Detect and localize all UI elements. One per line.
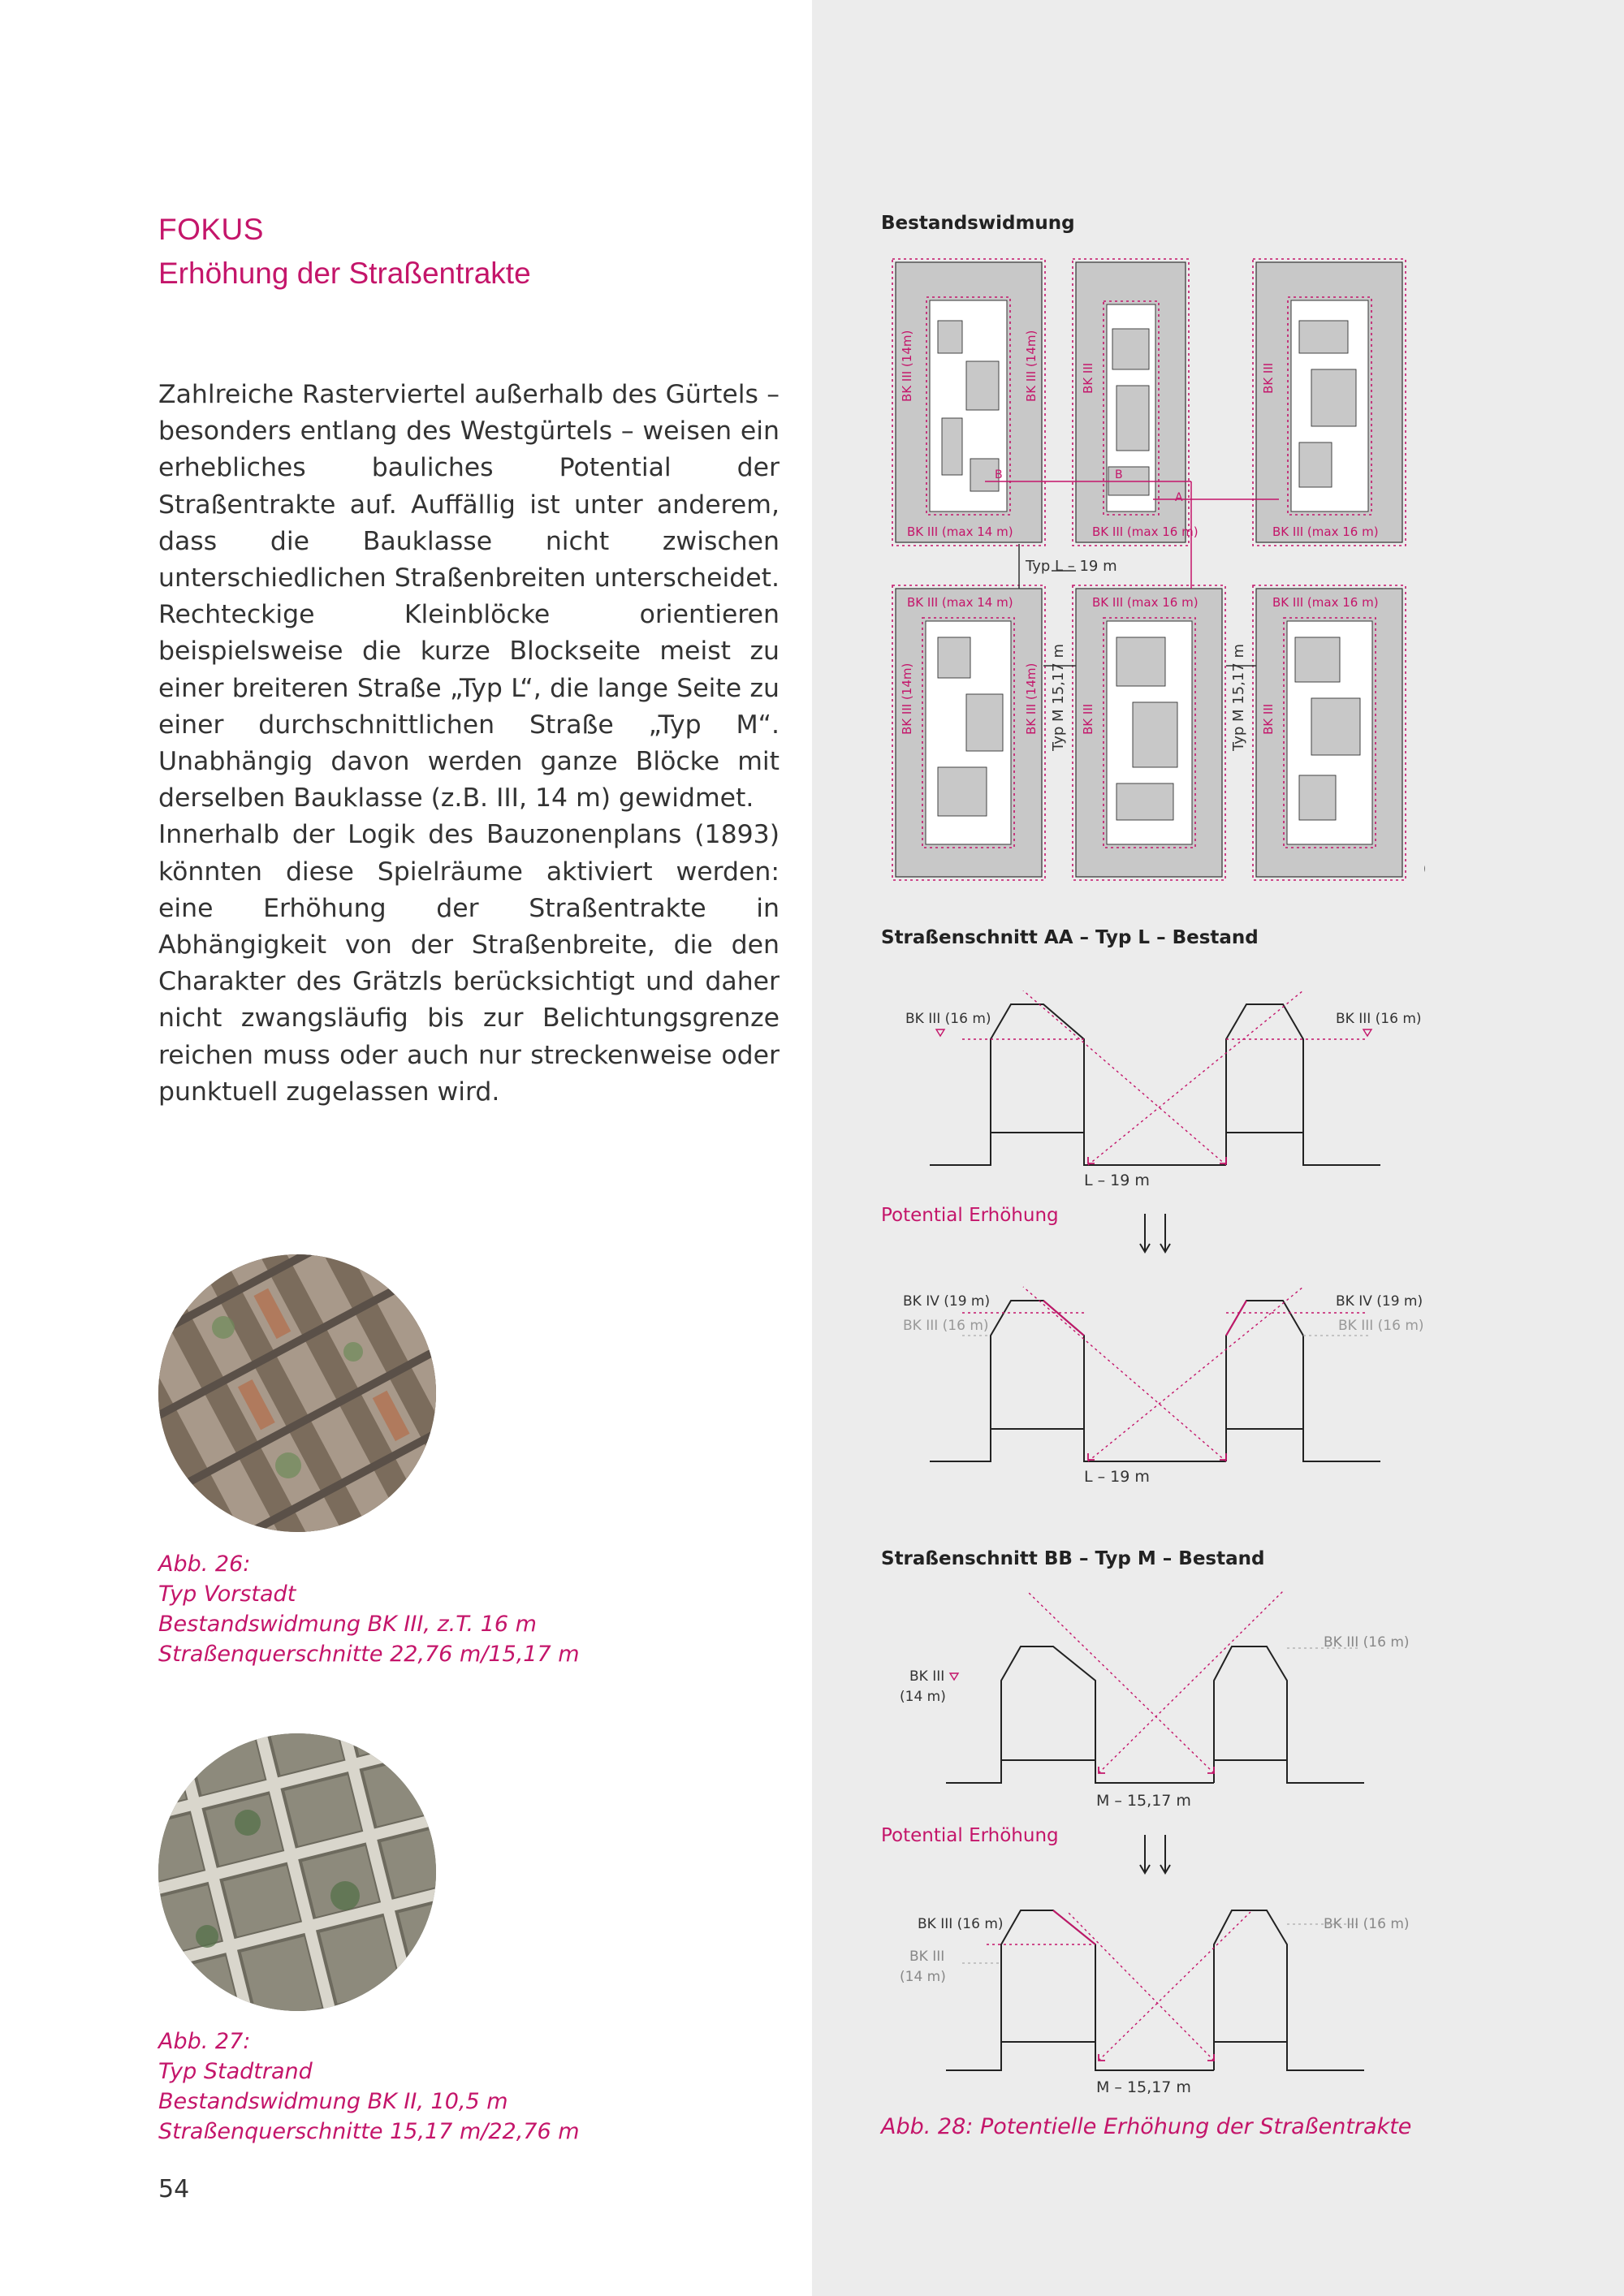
label-b-right: B xyxy=(1115,468,1123,481)
body-paragraph-1: Zahlreiche Rasterviertel außerhalb des Gürtels – besonders entlang des Westgürtels – weisen ein erhebliches bauliches Potential der Straßentrakte auf. Auffällig ist unter anderem, dass die Bauklasse nicht zwischen unterschiedlichen Straßenbreiten unterscheidet. Rechteckige Kleinblöcke orientieren beispielsweise die kurze Blockseite meist zu einer breiteren Straße „Typ L“, die lange Seite zu einer durchschnittlichen Straße „Typ M“. Unabhängig davon werden ganze Blöcke mit derselben Bauklasse (z.B. III, 14 m) gewidmet. xyxy=(158,380,780,814)
aa-potential-width-label: L – 19 m xyxy=(1084,1468,1150,1486)
section-aa-existing xyxy=(881,990,1433,1193)
label-bk-bottom-right: BK III xyxy=(1261,703,1276,735)
label-typ-l: Typ L – 19 m xyxy=(1026,558,1117,575)
aa-potential-right-label: BK IV (19 m) xyxy=(1336,1293,1423,1310)
label-bk-bottom-mid: BK III xyxy=(1081,703,1095,735)
aa-existing-left-label: BK III (16 m) xyxy=(905,1011,991,1027)
label-bk14-top-left: BK III (14m) xyxy=(900,330,914,402)
aerial-photo-vorstadt xyxy=(158,1254,436,1532)
caption-abb27 xyxy=(158,2026,580,2147)
bb-potential-width-label: M – 15,17 m xyxy=(1096,2078,1191,2096)
label-max14-top-left: BK III (max 14 m) xyxy=(907,524,1013,539)
label-bk14-bottom-right: BK III (14m) xyxy=(1024,662,1039,735)
section-bb-existing xyxy=(881,1583,1433,1819)
label-bk14-top-right: BK III (14m) xyxy=(1024,330,1039,402)
caption-abb26-line2: Typ Vorstadt xyxy=(158,1582,296,1607)
bb-potential-left-label: BK III (16 m) xyxy=(918,1916,1004,1932)
body-paragraph-2: Innerhalb der Logik des Bauzonenplans (1893) könnten diese Spielräume aktiviert werden: eine Erhöhung der Straßentrakte in Abhängigkeit von der Straßenbreite, die den Charakter des Grätzls berücksichtigt und daher nicht zwangsläufig bis zur Belichtungsgrenze reichen muss oder auch nur streckenweise oder punktuell zugelassen wird. xyxy=(158,820,780,1107)
label-bk-top-right: BK III xyxy=(1261,362,1276,394)
block-plan xyxy=(889,256,1425,889)
arrow-down-icon xyxy=(1133,1210,1181,1258)
section-aa-potential xyxy=(881,1271,1433,1498)
bb-potential-right-label: BK III (16 m) xyxy=(1324,1916,1410,1932)
caption-abb26 xyxy=(158,1549,580,1669)
caption-abb27-line1: Abb. 27: xyxy=(158,2029,251,2054)
caption-abb27-line2: Typ Stadtrand xyxy=(158,2059,313,2084)
focus-title: Erhöhung der Straßentrakte xyxy=(158,257,531,290)
section-bb-potential xyxy=(881,1888,1433,2099)
caption-abb26-line4: Straßenquerschnitte 22,76 m/15,17 m xyxy=(158,1642,580,1667)
label-max16-top-mid: BK III (max 16 m) xyxy=(1092,524,1199,539)
caption-abb26-line3: Bestandswidmung BK III, z.T. 16 m xyxy=(158,1612,537,1637)
aa-potential-left-old-label: BK III (16 m) xyxy=(903,1318,989,1334)
label-bk14-bottom-left: BK III (14m) xyxy=(900,662,914,735)
aa-potential-right-old-label: BK III (16 m) xyxy=(1338,1318,1424,1334)
plan-title: Bestandswidmung xyxy=(881,213,1075,234)
potential-label-aa: Potential Erhöhung xyxy=(881,1205,1059,1226)
caption-abb27-line4: Straßenquerschnitte 15,17 m/22,76 m xyxy=(158,2119,580,2144)
label-bk-top-mid: BK III xyxy=(1081,362,1095,394)
section-bb-title: Straßenschnitt BB – Typ M – Bestand xyxy=(881,1548,1265,1569)
arrow-down-icon-2 xyxy=(1133,1831,1181,1880)
aerial-photo-stadtrand xyxy=(158,1733,436,2011)
bb-existing-right-label: BK III (16 m) xyxy=(1324,1634,1410,1651)
label-max16-bottom-right: BK III (max 16 m) xyxy=(1272,595,1379,610)
bb-potential-left-old-height: (14 m) xyxy=(900,1969,946,1985)
label-a: A xyxy=(1175,491,1183,504)
label-typ-m-right: Typ M 15,17 m xyxy=(1230,643,1247,751)
bb-existing-left-label: BK III xyxy=(909,1668,945,1685)
bb-existing-width-label: M – 15,17 m xyxy=(1096,1792,1191,1810)
aa-existing-width-label: L – 19 m xyxy=(1084,1172,1150,1189)
section-aa-title: Straßenschnitt AA – Typ L – Bestand xyxy=(881,927,1259,948)
label-typ-m-left: Typ M 15,17 m xyxy=(1050,643,1067,751)
bb-potential-left-old-label: BK III xyxy=(909,1949,945,1965)
potential-label-bb: Potential Erhöhung xyxy=(881,1825,1059,1846)
caption-abb28: Abb. 28: Potentielle Erhöhung der Straßentrakte xyxy=(881,2114,1412,2139)
aa-existing-right-label: BK III (16 m) xyxy=(1336,1011,1422,1027)
label-b-left: B xyxy=(995,468,1003,481)
focus-kicker: FOKUS xyxy=(158,213,264,246)
label-max14-bottom-left: BK III (max 14 m) xyxy=(907,595,1013,610)
caption-abb27-line3: Bestandswidmung BK II, 10,5 m xyxy=(158,2089,508,2114)
aa-potential-left-label: BK IV (19 m) xyxy=(903,1293,991,1310)
label-max16-top-right: BK III (max 16 m) xyxy=(1272,524,1379,539)
body-text xyxy=(158,377,780,1111)
caption-abb26-line1: Abb. 26: xyxy=(158,1552,251,1577)
page-number: 54 xyxy=(158,2175,190,2203)
bb-existing-left-height: (14 m) xyxy=(900,1689,946,1705)
label-max16-bottom-mid: BK III (max 16 m) xyxy=(1092,595,1199,610)
